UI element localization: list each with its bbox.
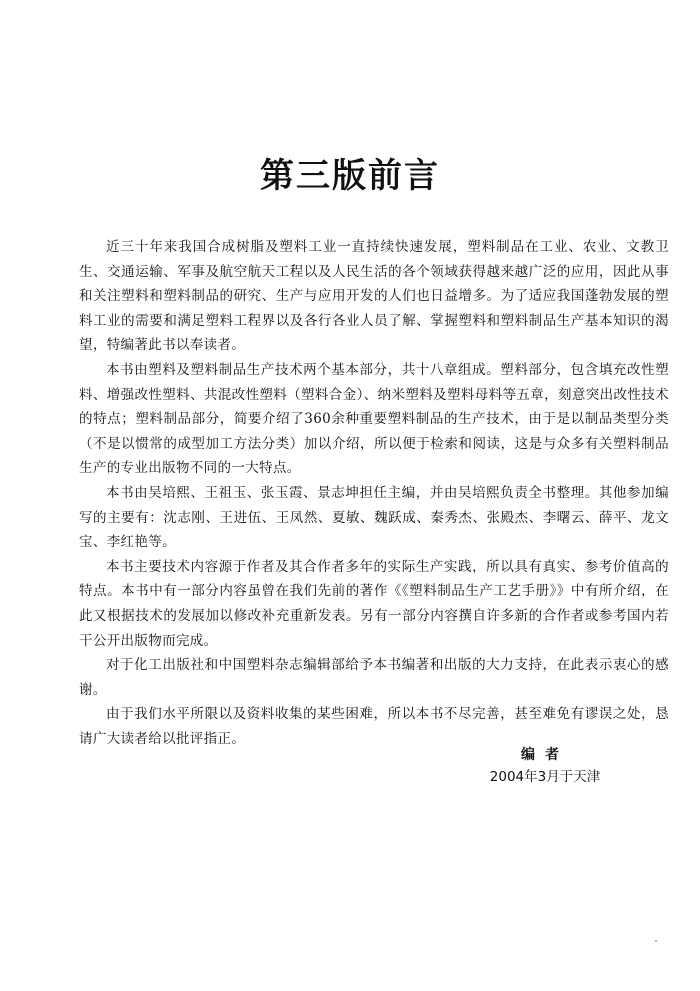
signature-author: 编者: [521, 747, 569, 763]
scan-speck: [655, 940, 657, 942]
page-title: 第三版前言: [260, 156, 440, 196]
paragraph-2: 本书由塑料及塑料制品生产技术两个基本部分，共十八章组成。塑料部分，包含填充改性塑料、增强改性塑料、共混改性塑料（塑料合金）、纳米塑料及塑料母料等五章，刻意突出改性技术的特点；塑料制品部分，简要介绍了360余种重要塑料制品的生产技术，由于是以制品类型分类（不是以惯常的成型加工方法分类）加以介绍，所以便于检索和阅读，这是与众多有关塑料制品生产的专业出版物不同的一大特点。: [79, 361, 669, 477]
preface-body: [79, 235, 669, 751]
paragraph-5: 对于化工出版社和中国塑料杂志编辑部给予本书编著和出版的大力支持，在此表示衷心的感谢。: [79, 657, 669, 698]
signature-block: [460, 744, 630, 788]
signature-date: 2004年3月于天津: [489, 769, 601, 785]
paragraph-3: 本书由吴培熙、王祖玉、张玉霞、景志坤担任主编，并由吴培熙负责全书整理。其他参加编写的主要有：沈志刚、王进伍、王凤然、夏敏、魏跃成、秦秀杰、张殿杰、李曙云、薛平、龙文宝、李红艳等。: [79, 484, 669, 551]
paragraph-4: 本书主要技术内容源于作者及其合作者多年的实际生产实践，所以具有真实、参考价值高的特点。本书中有一部分内容虽曾在我们先前的著作《《塑料制品生产工艺手册》》中有所介绍，在此又根据技术的发展加以修改补充重新发表。另有一部分内容撰自许多新的合作者或参考国内若干公开出版物而完成。: [79, 558, 669, 649]
paragraph-6: 由于我们水平所限以及资料收集的某些困难，所以本书不尽完善，甚至难免有谬误之处，恳请广大读者给以批评指正。: [79, 706, 669, 747]
paragraph-1: 近三十年来我国合成树脂及塑料工业一直持续快速发展，塑料制品在工业、农业、文教卫生、交通运输、军事及航空航天工程以及人民生活的各个领域获得越来越广泛的应用，因此从事和关注塑料和塑料制品的研究、生产与应用开发的人们也日益增多。为了适应我国蓬勃发展的塑料工业的需要和满足塑料工程界以及各行各业人员了解、掌握塑料和塑料制品生产基本知识的渴望，特编著此书以奉读者。: [79, 239, 669, 354]
